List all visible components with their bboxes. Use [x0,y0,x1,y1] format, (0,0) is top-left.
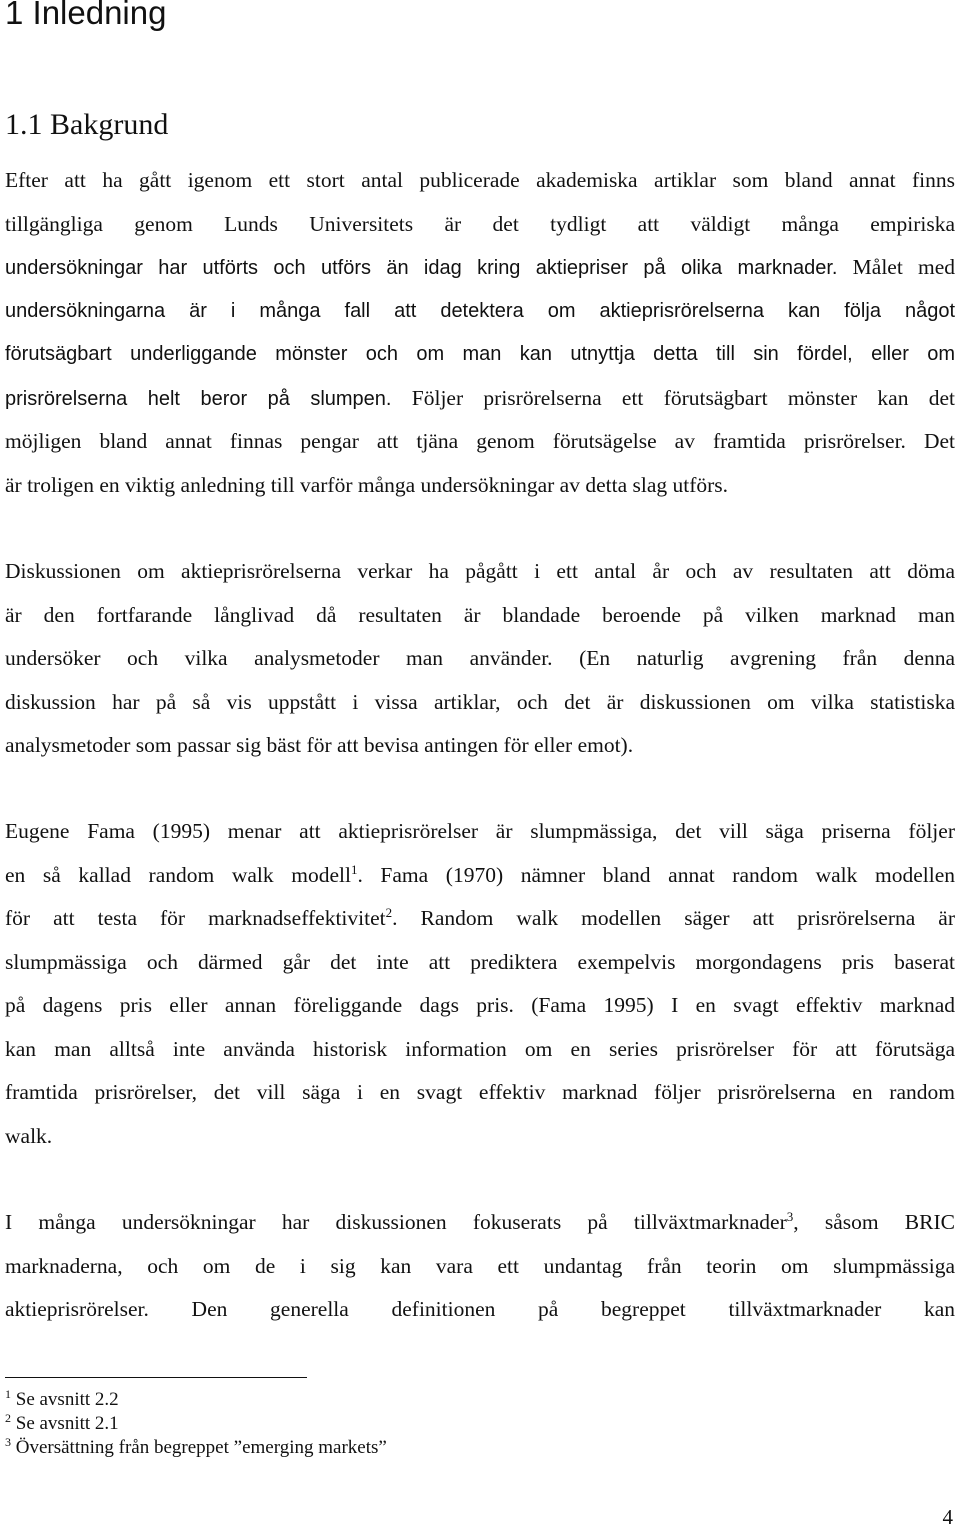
paragraph-line: är troligen en viktig anledning till varför många undersökningar av detta slag utförs. [5,472,729,497]
paragraph-line: möjligen bland annat finnas pengar att tjäna genom förutsägelse av framtida prisrörelser. Det [5,429,955,453]
footnote-separator [5,1377,307,1378]
paragraph-line: Diskussionen om aktieprisrörelserna verkar ha pågått i ett antal år och av resultaten att döma [5,559,955,583]
paragraph-text: Följer prisrörelserna ett förutsägbart mönster kan det [411,385,956,410]
footnote-text: Se avsnitt 2.2 [15,1389,119,1410]
paragraph-text: . Fama (1970) nämner bland annat random walk modellen [357,862,955,887]
footnote-text: Översättning från begreppet ”emerging markets” [15,1437,387,1458]
paragraph-line [5,854,955,898]
paragraph-line [5,1201,955,1245]
paragraph-background-1 [5,159,955,507]
paragraph-line: analysmetoder som passar sig bäst för att bevisa antingen för eller emot). [5,733,634,757]
footnote-ref: 1 [350,861,358,877]
paragraph-line: Eugene Fama (1995) menar att aktieprisrörelser är slumpmässiga, det vill säga priserna följer [5,819,955,843]
paragraph-line: tillgängliga genom Lunds Universitets är det tydligt att väldigt många empiriska [5,211,955,236]
paragraph-background-4 [5,1201,955,1332]
paragraph-text: , såsom BRIC [793,1210,955,1234]
paragraph-text: . Random walk modellen säger att prisrörelserna är [392,906,955,930]
paragraph-line: kan man alltså inte använda historisk information om en series prisrörelser för att förutsäga [5,1036,955,1061]
paragraph-line: walk. [5,1123,53,1148]
paragraph-line: framtida prisrörelser, det vill säga i en svagt effektiv marknad följer prisrörelserna en random [5,1080,955,1104]
footnote [5,1388,387,1412]
page-number: 4 [942,1505,953,1529]
paragraph-line: diskussion har på så vis uppstått i vissa artiklar, och det är diskussionen om vilka statistiska [5,689,955,714]
footnote-mark: 1 [5,1387,11,1401]
paragraph-line: Efter att ha gått igenom ett stort antal publicerade akademiska artiklar som bland annat finns [5,168,955,192]
paragraph-background-3 [5,810,955,1158]
paragraph-background-2 [5,550,955,768]
paragraph-line [5,897,955,941]
paragraph-line: aktieprisrörelser. Den generella definitionen på begreppet tillväxtmarknader kan [5,1297,955,1321]
footnote [5,1412,387,1436]
footnotes [5,1388,387,1460]
footnote-text: Se avsnitt 2.1 [15,1413,119,1434]
paragraph-line: undersökningarna är i många fall att detektera om aktieprisrörelserna kan följa något [5,299,955,322]
paragraph-text-sans: undersökningar har utförts och utförs än idag kring aktiepriser på olika marknader. [5,257,838,279]
footnote-ref: 2 [385,905,393,920]
paragraph-line: slumpmässiga och därmed går det inte att prediktera exempelvis morgondagens pris baserat [5,949,955,974]
footnote [5,1436,387,1460]
paragraph-text: Målet med [852,255,955,279]
paragraph-line: är den fortfarande långlivad då resultaten är blandade beroende på vilken marknad man [5,602,955,627]
paragraph-line: förutsägbart underliggande mönster och om man kan utnyttja detta till sin fördel, eller om [5,343,955,365]
paragraph-text-sans: prisrörelserna helt beror på slumpen. [5,387,392,410]
footnote-mark: 3 [5,1435,11,1449]
paragraph-text: en så kallad random walk modell [5,862,351,887]
paragraph-line: på dagens pris eller annan föreliggande dags pris. (Fama 1995) I en svagt effektiv marknad [5,993,955,1017]
footnote-mark: 2 [5,1411,11,1425]
section-heading: 1.1 Bakgrund [5,108,169,141]
chapter-heading: 1 Inledning [5,0,167,31]
paragraph-text: för att testa för marknadseffektivitet [5,906,386,930]
paragraph-line: marknaderna, och om de i sig kan vara ett undantag från teorin om slumpmässiga [5,1253,955,1278]
paragraph-line [5,246,955,290]
paragraph-text: I många undersökningar har diskussionen fokuserats på tillväxtmarknader [5,1210,787,1234]
footnote-ref: 3 [786,1209,794,1224]
paragraph-line [5,377,955,421]
paragraph-line: undersöker och vilka analysmetoder man använder. (En naturlig avgrening från denna [5,646,955,670]
